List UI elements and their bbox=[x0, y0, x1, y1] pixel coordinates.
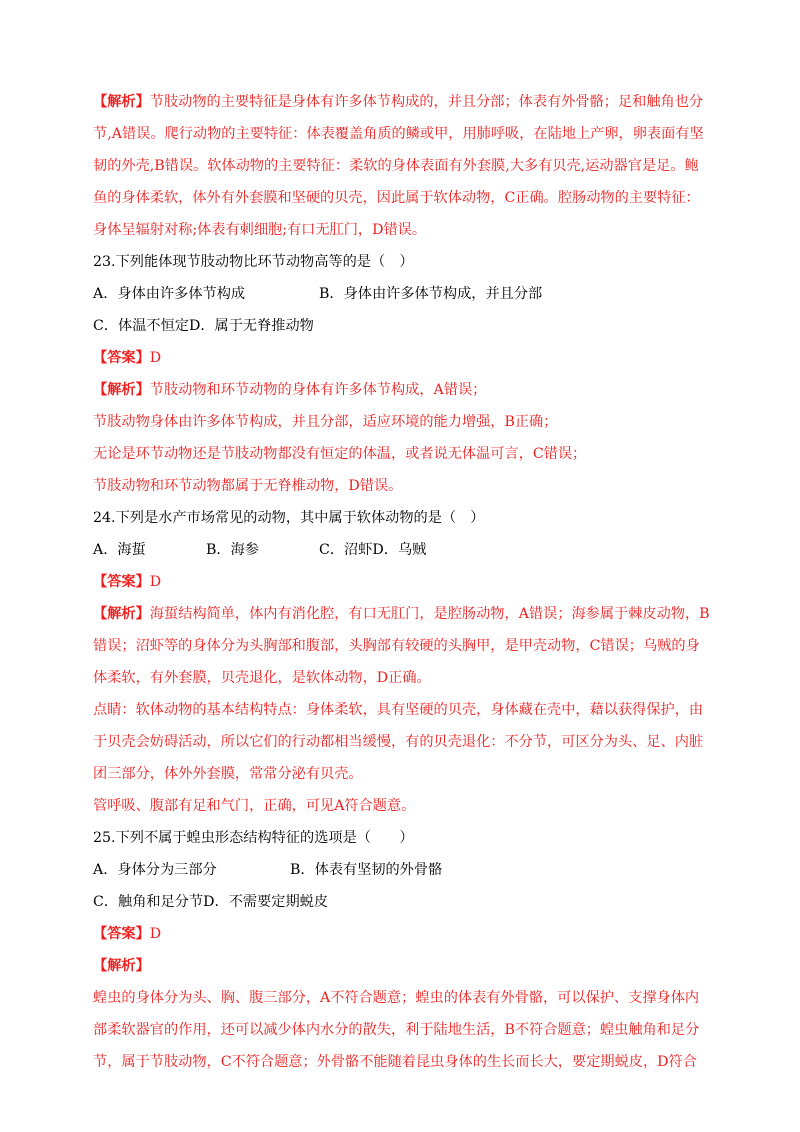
q25-question: 25.下列不属于蝗虫形态结构特征的选项是（ ） bbox=[93, 830, 414, 846]
q22-analysis-line bbox=[93, 92, 703, 112]
q23-answer bbox=[93, 348, 161, 368]
q25-options-cd bbox=[93, 892, 328, 912]
answer-tag: 【答案】 bbox=[93, 926, 150, 942]
q24-note-line: 于贝壳会妨碍活动，所以它们的行动都相当缓慢，有的贝壳退化：不分节，可区分为头、足、内脏 bbox=[93, 734, 704, 750]
analysis-tag: 【解析】 bbox=[93, 382, 150, 398]
q24-analysis-line: 体柔软，有外套膜，贝壳退化，是软体动物，D正确。 bbox=[93, 670, 431, 686]
q22-analysis-line: 韧的外壳,B错误。软体动物的主要特征：柔软的身体表面有外套膜,大多有贝壳,运动器官是足。鲍 bbox=[93, 158, 699, 174]
q23-option-a: A．身体由许多体节构成 bbox=[93, 286, 246, 302]
analysis-tag: 【解析】 bbox=[93, 958, 150, 974]
q24-options bbox=[93, 540, 426, 560]
q23-option-d: D．属于无脊推动物 bbox=[188, 318, 314, 334]
q24-analysis-line bbox=[93, 604, 710, 624]
q24-analysis-line: 错误；沼虾等的身体分为头胸部和腹部，头胸部有较硬的头胸甲，是甲壳动物，C错误；乌贼的身 bbox=[93, 638, 700, 654]
q25-answer bbox=[93, 924, 161, 944]
q23-analysis-line: 节肢动物身体由许多体节构成，并且分部，适应环境的能力增强，B正确； bbox=[93, 414, 558, 430]
q22-analysis-line: 节,A错误。爬行动物的主要特征：体表覆盖角质的鳞或甲，用肺呼吸，在陆地上产卵，卵表面有坚 bbox=[93, 126, 704, 142]
q25-options-ab bbox=[93, 860, 442, 880]
q23-option-c: C．体温不恒定 bbox=[93, 318, 189, 334]
q23-question: 23.下列能体现节肢动物比环节动物高等的是（ ） bbox=[93, 254, 414, 270]
answer-value: D bbox=[149, 926, 162, 942]
q25-option-c: C．触角和足分节 bbox=[93, 894, 204, 910]
q25-analysis-line: 节，属于节肢动物，C不符合题意；外骨骼不能随着昆虫身体的生长而长大，要定期蜕皮，D符合 bbox=[93, 1054, 697, 1070]
q23-analysis-line bbox=[93, 380, 486, 400]
q24-answer bbox=[93, 572, 161, 592]
answer-value: D bbox=[149, 350, 162, 366]
q24-note-line: 团三部分，体外外套膜，常常分泌有贝壳。 bbox=[93, 766, 363, 782]
q24-note-line: 管呼吸、腹部有足和气门，正确，可见A符合题意。 bbox=[93, 798, 416, 814]
analysis-text: 海蜇结构简单，体内有消化腔，有口无肛门，是腔肠动物，A错误；海参属于棘皮动物，B bbox=[149, 606, 710, 622]
q22-analysis-line: 身体呈辐射对称;体表有刺细胞;有口无肛门，D错误。 bbox=[93, 222, 427, 238]
q25-option-d: D．不需要定期蜕皮 bbox=[203, 894, 329, 910]
analysis-text: 节肢动物的主要特征是身体有许多体节构成的，并且分部；体表有外骨骼；足和触角也分 bbox=[149, 94, 704, 110]
q24-question: 24.下列是水产市场常见的动物，其中属于软体动物的是（ ） bbox=[93, 510, 485, 526]
q23-options-cd bbox=[93, 316, 314, 336]
q25-analysis-line: 部柔软器官的作用，还可以减少体内水分的散失，利于陆地生活，B不符合题意；蝗虫触角和足分 bbox=[93, 1022, 700, 1038]
analysis-tag: 【解析】 bbox=[93, 606, 150, 622]
q22-analysis-line: 鱼的身体柔软，体外有外套膜和坚硬的贝壳，因此属于软体动物，C正确。腔肠动物的主要特征： bbox=[93, 190, 700, 206]
q23-analysis-line: 无论是环节动物还是节肢动物都没有恒定的体温，或者说无体温可言，C错误； bbox=[93, 446, 587, 462]
q24-option-d: D．乌贼 bbox=[372, 542, 427, 558]
q25-option-a: A．身体分为三部分 bbox=[93, 862, 217, 878]
q25-analysis-line: 蝗虫的身体分为头、胸、腹三部分，A不符合题意；蝗虫的体表有外骨骼，可以保护、支撑身体内 bbox=[93, 990, 700, 1006]
answer-value: D bbox=[149, 574, 162, 590]
q25-option-b: B．体表有坚韧的外骨骼 bbox=[290, 862, 443, 878]
answer-tag: 【答案】 bbox=[93, 574, 150, 590]
q24-option-c: C．沼虾 bbox=[319, 542, 373, 558]
q24-note-line: 点睛：软体动物的基本结构特点：身体柔软，具有坚硬的贝壳，身体藏在壳中，藉以获得保护，由 bbox=[93, 702, 704, 718]
q23-options-ab bbox=[93, 284, 542, 304]
analysis-text: 节肢动物和环节动物的身体有许多体节构成，A错误； bbox=[149, 382, 487, 398]
q25-analysis-heading bbox=[93, 956, 150, 976]
answer-tag: 【答案】 bbox=[93, 350, 150, 366]
q24-option-a: A．海蜇 bbox=[93, 542, 146, 558]
q23-option-b: B．身体由许多体节构成，并且分部 bbox=[319, 286, 543, 302]
analysis-tag: 【解析】 bbox=[93, 94, 150, 110]
q24-option-b: B．海参 bbox=[206, 542, 259, 558]
q23-analysis-line: 节肢动物和环节动物都属于无脊椎动物，D错误。 bbox=[93, 478, 403, 494]
